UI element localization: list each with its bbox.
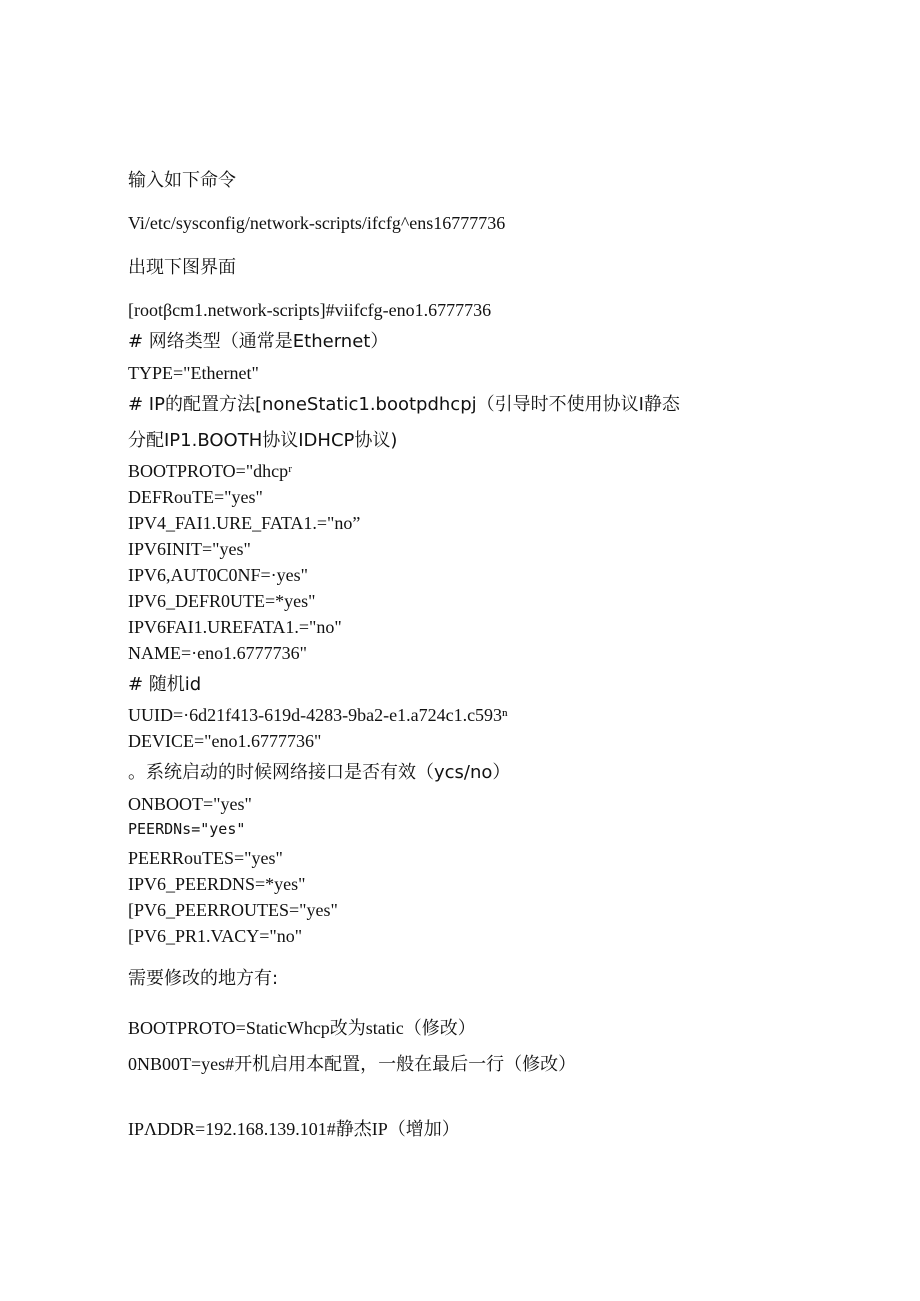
config-comment: # 随机id (128, 674, 202, 695)
config-line: [PV6_PR1.VACY="no" (128, 926, 303, 946)
config-line: DEFRouTE="yes" (128, 487, 263, 507)
instruction-text: 出现下图界面 (128, 257, 236, 278)
config-comment: # IP的配置方法[noneStatic1.bootpdhcpj（引导时不使用协议I静态 (128, 394, 680, 415)
instruction-text: 输入如下命令 (128, 170, 236, 191)
section-heading: 需要修改的地方有: (128, 968, 279, 989)
config-comment: # 网络类型（通常是Ethernet） (128, 331, 389, 352)
config-line: IPV4_FAI1.URE_FATA1.="no” (128, 513, 361, 533)
change-item: IPΛDDR=192.168.139.101#静杰IP（增加） (128, 1119, 460, 1139)
shell-prompt-line: [rootβcm1.network-scripts]#viifcfg-eno1.6777736 (128, 300, 492, 320)
config-line: IPV6_DEFR0UTE=*yes" (128, 591, 316, 611)
config-line: [PV6_PEERROUTES="yes" (128, 900, 338, 920)
config-line: IPV6FAI1.UREFATA1.="no" (128, 617, 342, 637)
config-line: PEERDNs="yes" (128, 820, 246, 838)
config-line: ONBOOT="yes" (128, 794, 252, 814)
change-item: BOOTPROTO=StaticWhcp改为static（修改） (128, 1018, 476, 1038)
config-line: IPV6,AUT0C0NF=·yes" (128, 565, 308, 585)
config-line: BOOTPROTO="dhcpʳ (128, 461, 293, 481)
config-line: TYPE="Ethernet" (128, 363, 259, 383)
config-line: IPV6INIT="yes" (128, 539, 251, 559)
config-line: DEVICE="eno1.6777736" (128, 731, 322, 751)
config-line: IPV6_PEERDNS=*yes" (128, 874, 306, 894)
config-comment: 。系统启动的时候网络接口是否有效（ycs/no） (128, 762, 511, 783)
config-line: PEERRouTES="yes" (128, 848, 283, 868)
config-line: UUID=·6d21f413-619d-4283-9ba2-e1.a724c1.c593ⁿ (128, 705, 508, 725)
command-line: Vi/etc/sysconfig/network-scripts/ifcfg^ens16777736 (128, 213, 506, 233)
change-item: 0NB00T=yes#开机启用本配置，一般在最后一行（修改） (128, 1054, 577, 1074)
config-line: NAME=·eno1.6777736" (128, 643, 307, 663)
config-comment: 分配IP1.BOOTH协议IDHCP协议) (128, 430, 398, 451)
